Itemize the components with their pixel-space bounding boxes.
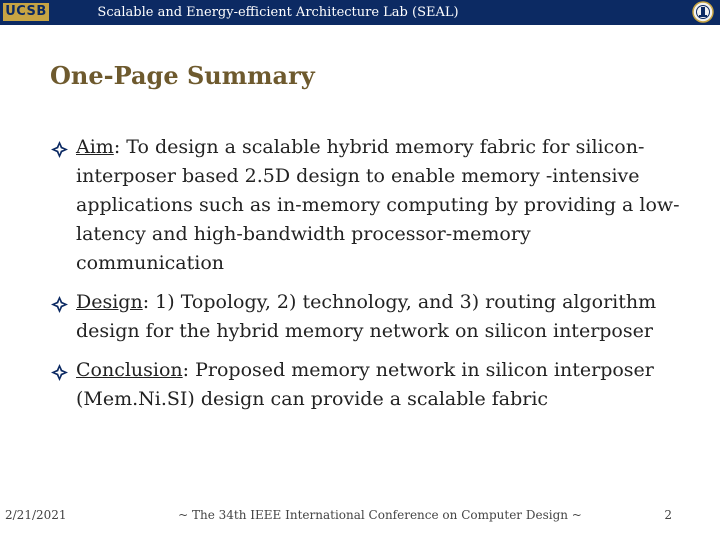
diamond-quatrefoil-icon: [51, 364, 68, 381]
university-seal-icon: [692, 1, 714, 23]
bullet-term: Conclusion: [76, 359, 183, 381]
bullet-aim: [51, 133, 681, 278]
footer-date: 2/21/2021: [5, 508, 67, 522]
bullet-conclusion: [51, 356, 681, 414]
footer-conference: ~ The 34th IEEE International Conference on Computer Design ~: [178, 508, 582, 522]
bullet-list: [51, 133, 681, 414]
bullet-text: : To design a scalable hybrid memory fabric for silicon-interposer based 2.5D design to enable memory -intensive applications such as in-memory computing by providing a low-latency and high-bandwidth processor-memory communication: [76, 136, 680, 274]
diamond-quatrefoil-icon: [51, 141, 68, 158]
bullet-design: [51, 288, 681, 346]
page-number: 2: [664, 508, 672, 522]
diamond-quatrefoil-icon: [51, 296, 68, 313]
ucsb-logo: UCSB: [3, 3, 49, 21]
bullet-text: : Proposed memory network in silicon interposer (Mem.Ni.SI) design can provide a scalable fabric: [76, 359, 654, 410]
bullet-term: Aim: [76, 136, 114, 158]
header-title: Scalable and Energy-efficient Architecture Lab (SEAL): [97, 5, 459, 20]
bullet-text: : 1) Topology, 2) technology, and 3) routing algorithm design for the hybrid memory network on silicon interposer: [76, 291, 657, 342]
slide-title: One-Page Summary: [50, 61, 315, 90]
header-bar: [0, 0, 720, 25]
bullet-term: Design: [76, 291, 143, 313]
